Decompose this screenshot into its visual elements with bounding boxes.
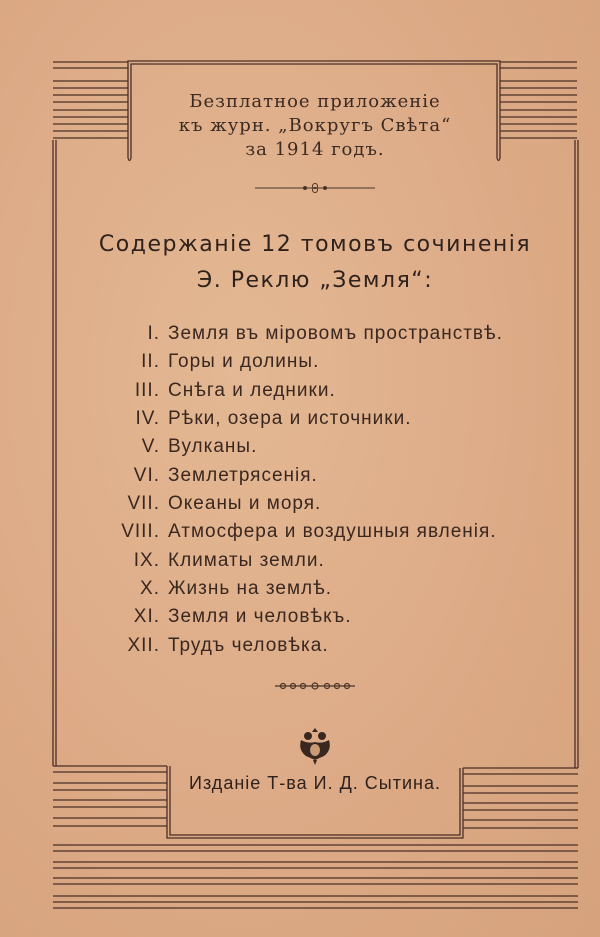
ornament-scroll-icon [275,679,355,693]
volume-number: X. [140,578,160,599]
volume-number: II. [141,351,160,372]
contents-title-line-1: Содержанie 12 томовъ сочиненiя [98,232,532,257]
list-item [100,351,560,377]
volume-title: Земля и человѣкъ. [168,606,352,627]
ornament-divider-icon [255,182,375,194]
volume-number: VI. [133,465,160,486]
volume-title: Жизнь на землѣ. [168,578,333,599]
list-item [100,635,560,661]
volume-title: Горы и долины. [168,351,320,372]
volume-title: Климаты земли. [168,550,325,571]
list-item [100,436,560,462]
volume-title: Вулканы. [168,436,258,457]
contents-title-line-2: Э. Реклю „Земля“: [196,268,434,293]
volume-number: I. [147,323,160,344]
volume-number: V. [141,436,160,457]
volume-number: IV. [135,408,160,429]
volume-title: Земля въ мiровомъ пространствѣ. [168,323,503,344]
volume-title: Атмосфера и воздушныя явленiя. [168,521,497,542]
supplement-line-3: за 1914 годъ. [245,139,385,160]
volume-number: VIII. [121,521,160,542]
top-right-stripes [500,62,577,138]
volume-title: Землетрясенiя. [168,465,318,486]
publisher-imprint: Изданie Т-ва И. Д. Сытина. [189,773,441,793]
list-item [100,323,560,349]
supplement-line-1: Безплатное приложенie [189,91,441,112]
list-item [100,408,560,434]
volume-title: Океаны и моря. [168,493,322,514]
volume-title: Рѣки, озера и источники. [168,408,412,429]
volume-number: VII. [127,493,160,514]
list-item [100,578,560,604]
top-left-stripes [53,62,128,138]
volume-title: Трудъ человѣка. [168,635,329,656]
supplement-line-2: къ журн. „Вокругъ Свѣта“ [178,115,452,136]
double-headed-eagle-emblem-icon [298,726,332,766]
list-item [100,493,560,519]
volume-number: III. [134,380,160,401]
volume-number: IX. [133,550,160,571]
volume-number: XI. [133,606,160,627]
list-item [100,465,560,491]
volume-number: XII. [127,635,160,656]
list-item [100,606,560,632]
list-item [100,550,560,576]
list-item [100,521,560,547]
volume-title: Снѣга и ледники. [168,380,336,401]
list-item [100,380,560,406]
